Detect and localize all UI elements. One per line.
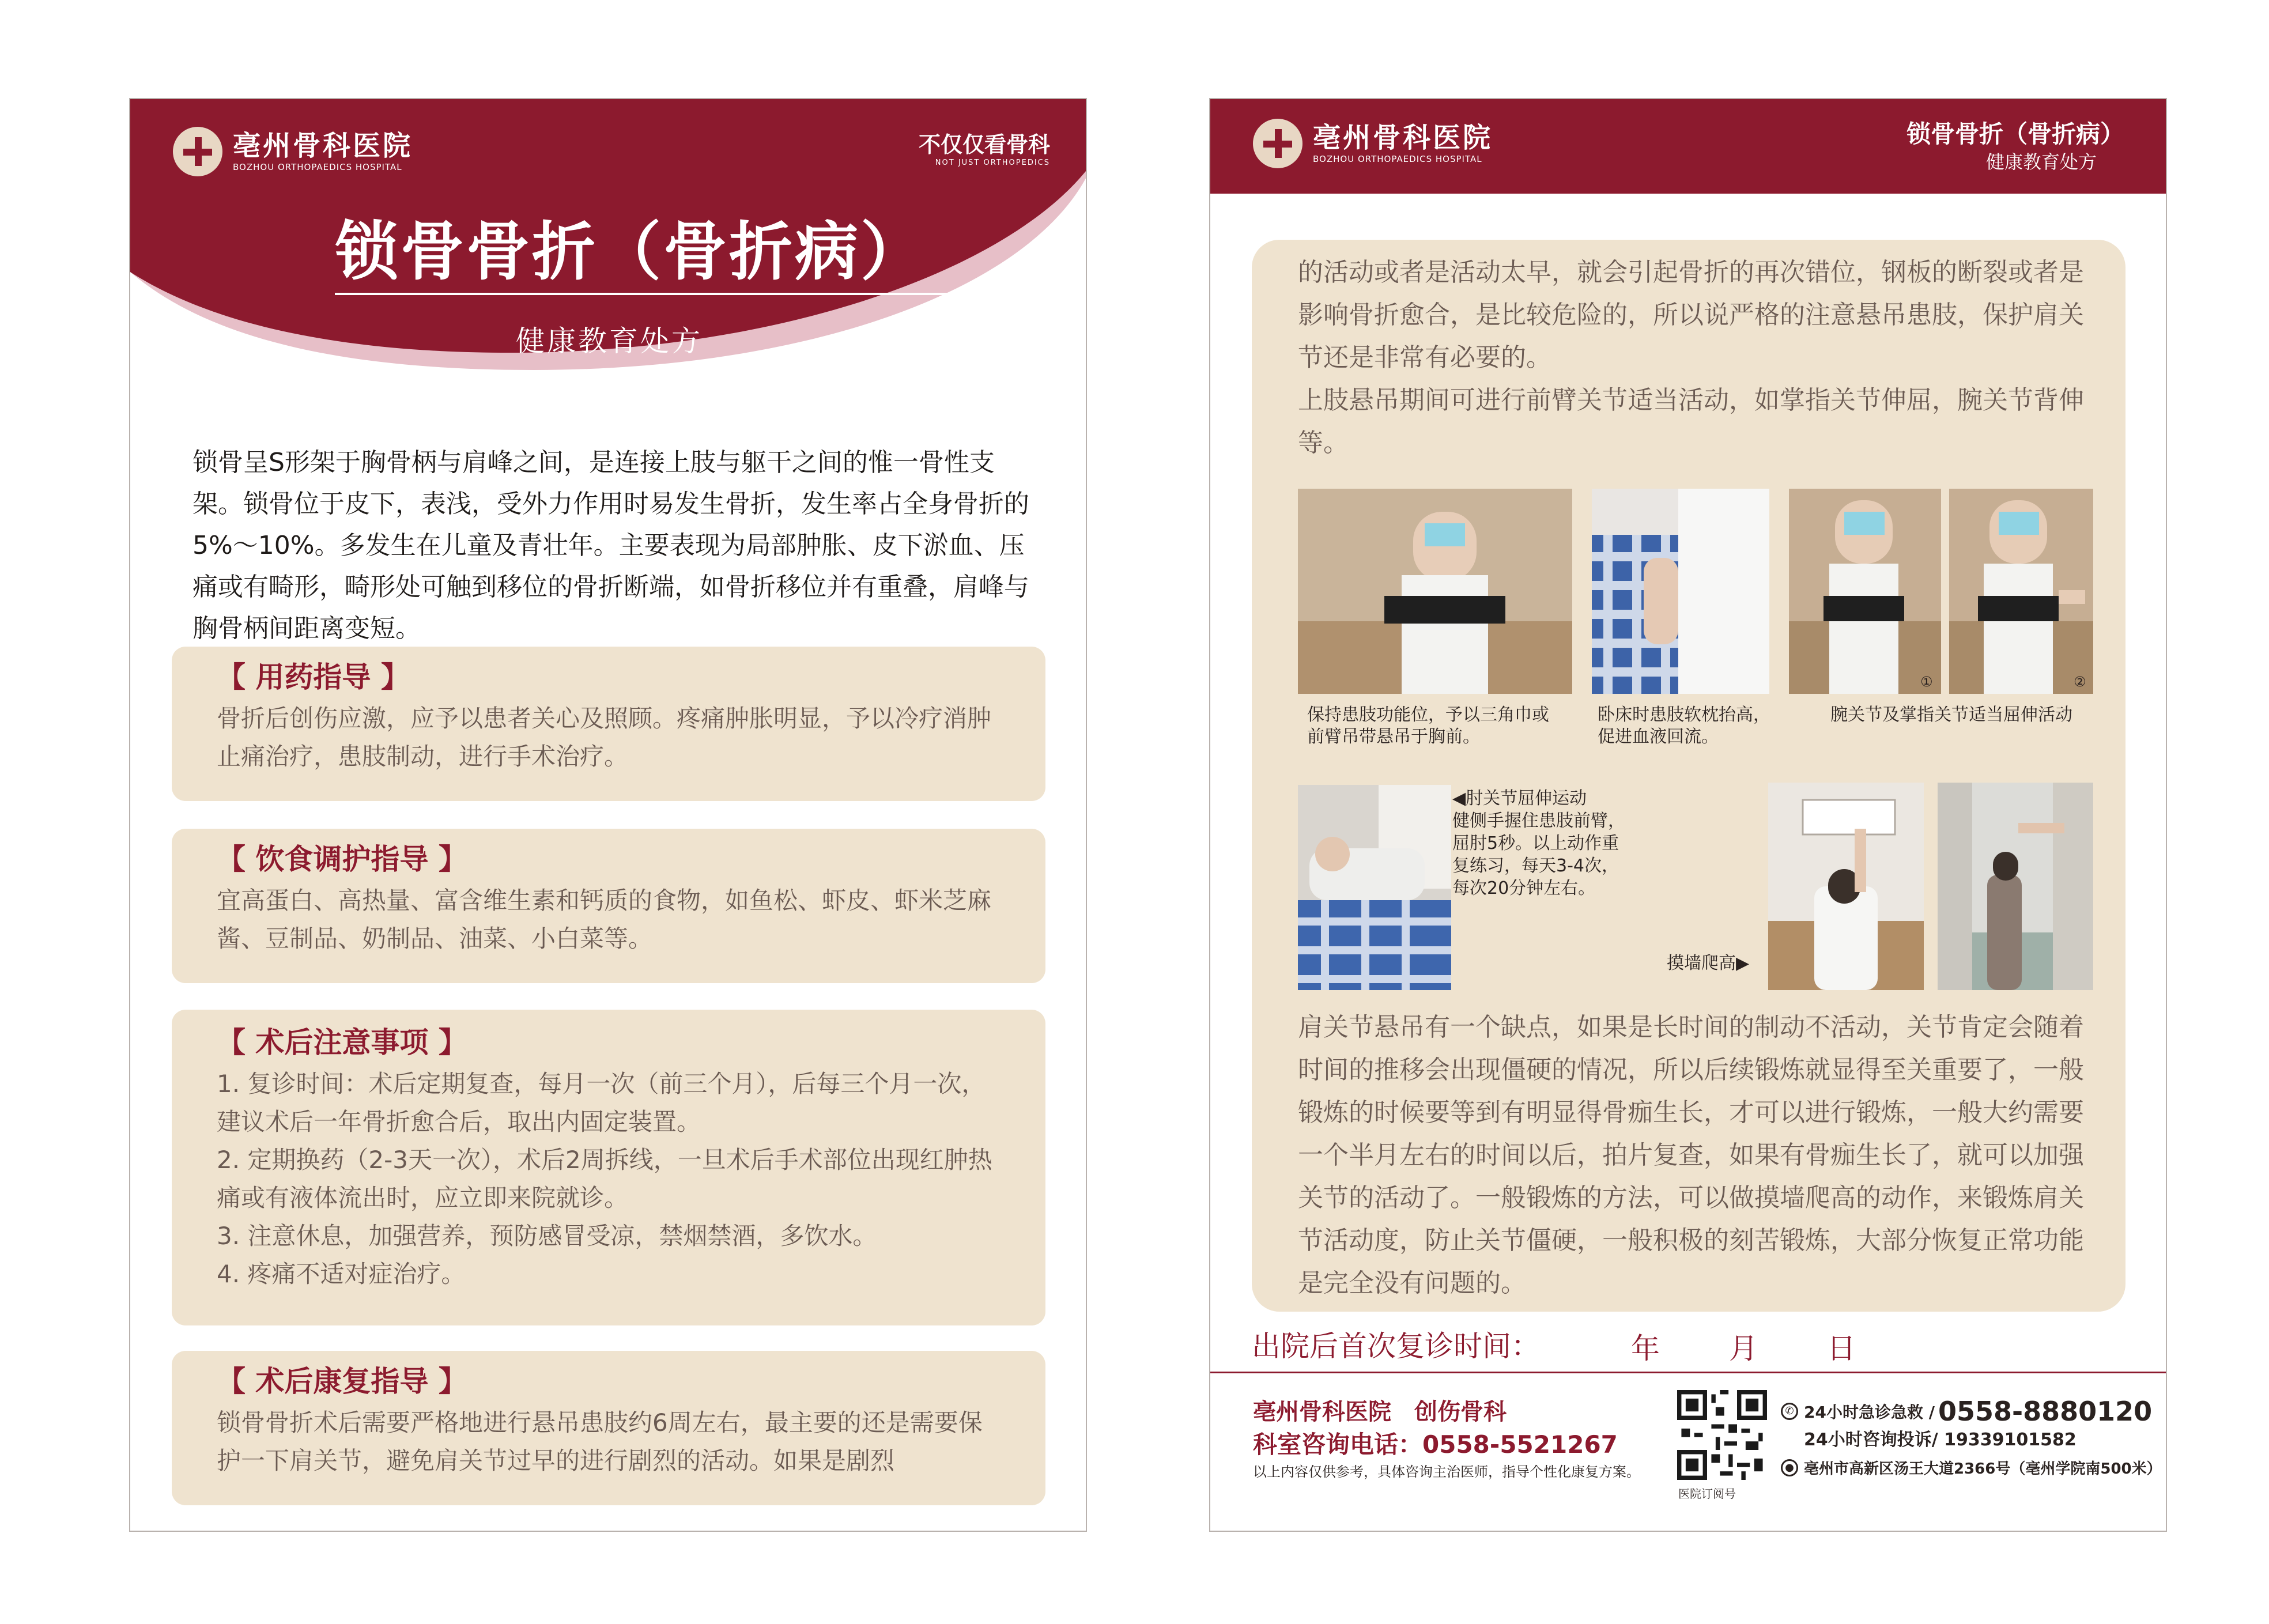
emergency-row — [1781, 1396, 2162, 1427]
revisit-day: 日 — [1827, 1332, 1856, 1365]
slogan — [919, 131, 1050, 168]
photo-sling-position — [1298, 489, 1572, 694]
section-heading: 【 术后注意事项 】 — [217, 1026, 467, 1059]
list-item: 3. 注意休息，加强营养，预防感冒受凉，禁烟禁酒，多饮水。 — [217, 1222, 877, 1250]
caption-line: 促进血液回流。 — [1598, 727, 1719, 747]
page-title: 锁骨骨折（骨折病） — [335, 215, 926, 289]
footer-department-name: 亳州骨科医院 创伤骨科 — [1253, 1399, 1507, 1425]
caption-wall-climb: 摸墙爬高▶ — [1667, 953, 1750, 973]
caption-line: 健侧手握住患肢前臂， — [1452, 811, 1625, 831]
section-body: 骨折后创伤应激，应予以患者关心及照顾。疼痛肿胀明显，予以冷疗消肿止痛治疗，患肢制动，进行手术治疗。 — [217, 704, 992, 771]
hospital-logo — [173, 127, 413, 176]
revisit-year: 年 — [1631, 1332, 1660, 1365]
qr-code[interactable] — [1677, 1390, 1767, 1480]
hospital-name: 亳州骨科医院 — [233, 130, 413, 162]
qr-caption: 医院订阅号 — [1678, 1487, 1736, 1501]
left-page — [129, 98, 1087, 1532]
caption-line: ◀肘关节屈伸运动 — [1452, 788, 1587, 809]
caption-line: 屈肘5秒。以上动作重 — [1452, 833, 1619, 853]
photo-wall-climb-2 — [1938, 783, 2093, 990]
list-item: 1. 复诊时间：术后定期复查，每月一次（前三个月），后每三个月一次，建议术后一年骨折愈合后，取出内固定装置。 — [217, 1070, 986, 1136]
hospital-name-en: BOZHOU ORTHOPAEDICS HOSPITAL — [1313, 154, 1482, 164]
footer-contacts — [1781, 1396, 2162, 1478]
hospital-name: 亳州骨科医院 — [1313, 122, 1493, 154]
phone-icon: ✆ — [1781, 1403, 1798, 1420]
photo-wrist-exercise-1 — [1789, 489, 1941, 694]
location-pin-icon: ● — [1781, 1459, 1798, 1476]
revisit-label: 出院后首次复诊时间： — [1252, 1330, 1540, 1363]
caption-sling — [1307, 704, 1549, 748]
section-heading: 【 用药指导 】 — [217, 660, 410, 694]
photo-index-2: ② — [2074, 674, 2086, 690]
address-row — [1781, 1457, 2162, 1478]
section-diet — [172, 829, 1045, 983]
footer-department — [1253, 1396, 1640, 1482]
caption-line: 保持患肢功能位，予以三角巾或 — [1307, 705, 1549, 725]
hospital-cross-icon — [173, 127, 222, 176]
header-tag-subtitle: 健康教育处方 — [1985, 151, 2097, 173]
caption-pillow — [1598, 704, 1770, 748]
section-heading: 【 术后康复指导 】 — [217, 1365, 467, 1398]
title-underline — [335, 293, 969, 295]
emergency-label: 24小时急诊急救 / — [1804, 1403, 1935, 1422]
hospital-cross-icon — [1253, 119, 1302, 168]
section-body: 宜高蛋白、高热量、富含维生素和钙质的食物，如鱼松、虾皮、虾米芝麻酱、豆制品、奶制品、油菜、小白菜等。 — [217, 886, 992, 953]
caption-line: 前臂吊带悬吊于胸前。 — [1307, 727, 1480, 747]
footer-divider — [1210, 1372, 2167, 1373]
list-item: 4. 疼痛不适对症治疗。 — [217, 1260, 466, 1288]
footer-department-phone: 科室咨询电话：0558-5521267 — [1253, 1430, 1618, 1459]
right-header-bar — [1210, 99, 2167, 194]
intro-paragraph: 锁骨呈S形架于胸骨柄与肩峰之间，是连接上肢与躯干之间的惟一骨性支架。锁骨位于皮下，表浅，受外力作用时易发生骨折，发生率占全身骨折的5%～10%。多发生在儿童及青壮年。主要表现为局部肿胀、皮下淤血、压痛或有畸形，畸形处可触到移位的骨折断端，如骨折移位并有重叠，肩峰与胸骨柄间距离变短。 — [192, 448, 1029, 643]
hospital-name-en: BOZHOU ORTHOPAEDICS HOSPITAL — [233, 162, 402, 172]
page-subtitle: 健康教育处方 — [516, 324, 703, 358]
right-page — [1209, 98, 2167, 1532]
slogan-cn: 不仅仅看骨科 — [918, 132, 1050, 157]
hospital-logo — [1253, 119, 1493, 168]
rehab-paragraph-3: 肩关节悬吊有一个缺点，如果是长时间的制动不活动，关节肯定会随着时间的推移会出现僵硬的情况，所以后续锻炼就显得至关重要了，一般锻炼的时候要等到有明显得骨痂生长，才可以进行锻炼，一般大约需要一个半月左右的时间以后，拍片复查，如果有骨痂生长了，就可以加强关节的活动了。一般锻炼的方法，可以做摸墙爬高的动作，来锻炼肩关节活动度，防止关节僵硬，一般积极的刻苦锻炼，大部分恢复正常功能是完全没有问题的。 — [1298, 1013, 2084, 1298]
rehab-paragraph-2: 上肢悬吊期间可进行前臂关节适当活动，如掌指关节伸屈，腕关节背伸等。 — [1298, 386, 2084, 458]
header-tag — [1906, 119, 2124, 174]
section-body: 锁骨骨折术后需要严格地进行悬吊患肢约6周左右，最主要的还是需要保护一下肩关节，避免肩关节过早的进行剧烈的活动。如果是剧烈 — [217, 1408, 983, 1475]
footer-disclaimer: 以上内容仅供参考，具体咨询主治医师，指导个性化康复方案。 — [1253, 1464, 1640, 1480]
photo-elbow-exercise — [1298, 785, 1451, 990]
emergency-phone[interactable]: 0558-8880120 — [1938, 1396, 2153, 1427]
section-heading: 【 饮食调护指导 】 — [217, 843, 467, 876]
caption-wrist: 腕关节及掌指关节适当屈伸活动 — [1830, 705, 2072, 725]
left-header-banner — [130, 99, 1087, 399]
caption-line: 每次20分钟左右。 — [1452, 878, 1596, 898]
caption-line: 卧床时患肢软枕抬高， — [1598, 705, 1770, 725]
complaint-line: 24小时咨询投诉/ 19339101582 — [1804, 1430, 2077, 1450]
slogan-en: NOT JUST ORTHOPEDICS — [935, 158, 1050, 167]
photo-wall-climb-1 — [1768, 783, 1924, 990]
revisit-month: 月 — [1729, 1332, 1758, 1365]
section-postop — [172, 1010, 1045, 1325]
postop-list — [217, 1065, 1001, 1293]
photo-wrist-exercise-2 — [1949, 489, 2093, 694]
photo-pillow-elevation — [1592, 489, 1769, 694]
rehab-paragraph-1: 的活动或者是活动太早，就会引起骨折的再次错位，钢板的断裂或者是影响骨折愈合，是比较危险的，所以说严格的注意悬吊患肢，保护肩关节还是非常有必要的。 — [1298, 258, 2084, 372]
header-tag-title: 锁骨骨折（骨折病） — [1906, 120, 2124, 148]
section-rehab — [172, 1351, 1045, 1505]
hospital-address: 亳州市高新区汤王大道2366号（亳州学院南500米） — [1804, 1460, 2162, 1478]
section-medication — [172, 647, 1045, 801]
photo-index-1: ① — [1920, 674, 1933, 690]
revisit-date-fields — [1631, 1325, 1856, 1367]
caption-elbow — [1452, 787, 1625, 900]
caption-line: 复练习，每天3-4次， — [1452, 856, 1619, 876]
list-item: 2. 定期换药（2-3天一次），术后2周拆线，一旦术后手术部位出现红肿热痛或有液体流出时，应立即来院就诊。 — [217, 1146, 992, 1212]
